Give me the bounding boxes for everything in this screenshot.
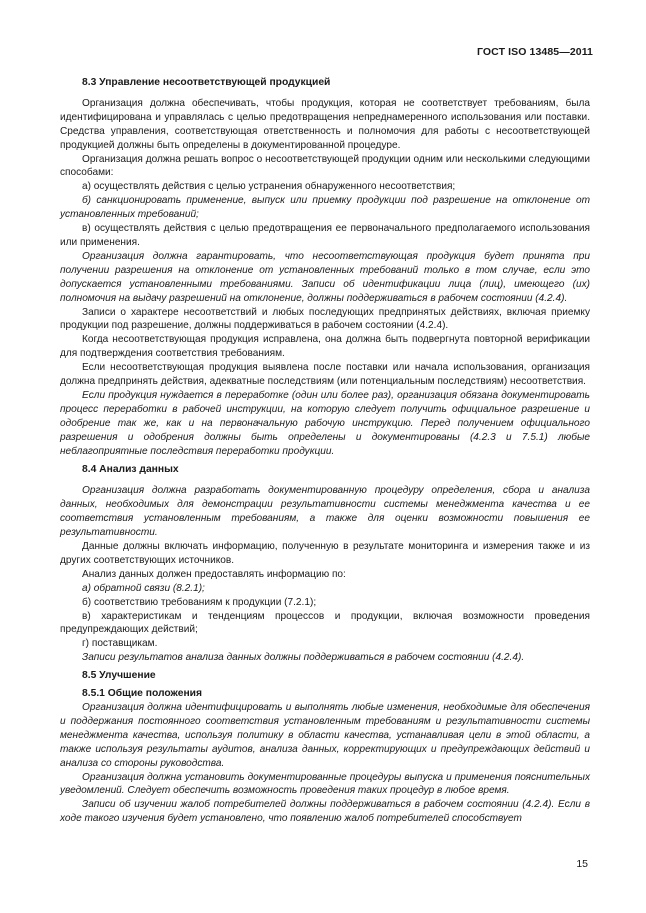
section-heading: 8.4 Анализ данных [82, 464, 179, 476]
section-heading: 8.3 Управление несоответствующей продукцией [82, 77, 331, 88]
italic-paragraph: б) санкционировать применение, выпуск или приемку продукции под разрешение на отклонение от установленных требований; [60, 195, 590, 221]
paragraph: Данные должны включать информацию, полученную в результате мониторинга и измерения также и из других соответствующих источников. [60, 541, 590, 566]
italic-paragraph: Записи об изучении жалоб потребителей должны поддерживаться в рабочем состоянии (4.2.4). Если в ходе такого изучения будет установлено, что появлению жалоб потребителей способствует [60, 799, 590, 825]
italic-paragraph: Записи результатов анализа данных должны поддерживаться в рабочем состоянии (4.2.4). [82, 652, 525, 664]
document-header: ГОСТ ISO 13485—2011 [476, 46, 593, 58]
paragraph: Когда несоответствующая продукция исправлена, она должна быть подвергнута повторной верификации для подтверждения соответствия требованиям. [60, 334, 590, 360]
italic-paragraph: Если продукция нуждается в переработке (один или более раз), организация обязана документировать процесс переработки в рабочей инструкции, на которую следует получить официальное разрешение и одобрение так же, как и на первоначальную рабочую инструкцию. Перед получением официального разрешения и одобрения должны быть определены и документированы (4.2.3 и 7.5.1) любые неблагоприятные последствия переработки продукции. [60, 389, 590, 457]
page-number: 15 [576, 858, 588, 870]
document-body [60, 76, 590, 826]
italic-paragraph: Организация должна идентифицировать и выполнять любые изменения, необходимые для обеспечения и поддержания постоянного соответствия установленным требованиям и результативности системы менеджмента качества, используя политику в области качества, устанавливая цели в этой области, а также используя результаты аудитов, анализа данных, корректирующих и предупреждающих действий и анализа со стороны руководства. [60, 701, 590, 769]
italic-paragraph: а) обратной связи (8.2.1); [82, 582, 205, 594]
paragraph: Организация должна решать вопрос о несоответствующей продукции одним или несколькими следующими способами: [60, 153, 590, 179]
italic-paragraph: Организация должна разработать документированную процедуру определения, сбора и анализа данных, необходимых для демонстрации результативности системы менеджмента качества и ее соответствия установленным требованиям, а также для оценки возможности повышения ее результативности. [60, 485, 590, 539]
paragraph: Если несоответствующая продукция выявлена после поставки или начала использования, организация должна предпринять действия, адекватные последствиям (или потенциальным последствиям) несоответствия. [60, 362, 590, 388]
section-heading: 8.5.1 Общие положения [82, 688, 202, 700]
paragraph: в) характеристикам и тенденциям процессов и продукции, включая возможности проведения предупреждающих действий; [60, 610, 590, 636]
paragraph: б) соответствию требованиям к продукции (7.2.1); [82, 596, 317, 608]
paragraph: Организация должна обеспечивать, чтобы продукция, которая не соответствует требованиям, была идентифицирована и управлялась с целью предотвращения непреднамеренного использования или поставки. Средства управления, соответствующая ответственность и полномочия для работы с несоответствующей продукцией должны быть определены в документированной процедуре. [60, 97, 590, 151]
section-heading: 8.5 Улучшение [82, 670, 156, 682]
italic-paragraph: Организация должна гарантировать, что несоответствующая продукция будет принята при получении разрешения на отклонение от установленных требований только в том случае, если это допускается установленными требованиями. Записи об идентификации лица (лиц), имеющего (их) полномочия на выдачу разрешений на отклонение, должны поддерживаться в рабочем состоянии (4.2.4). [60, 250, 590, 304]
paragraph: в) осуществлять действия с целью предотвращения ее первоначального предполагаемого использования или применения. [60, 223, 590, 248]
paragraph: а) осуществлять действия с целью устранения обнаруженного несоответствия; [82, 181, 456, 193]
italic-paragraph: Организация должна установить документированные процедуры выпуска и применения пояснительных уведомлений. Следует обеспечить возможность проведения таких процедур в любое время. [60, 771, 590, 797]
paragraph: Анализ данных должен предоставлять информацию по: [82, 568, 346, 580]
paragraph: г) поставщикам. [82, 638, 158, 650]
paragraph: Записи о характере несоответствий и любых последующих предпринятых действиях, включая приемку продукции под разрешение, должны поддерживаться в рабочем состоянии (4.2.4). [60, 306, 590, 332]
